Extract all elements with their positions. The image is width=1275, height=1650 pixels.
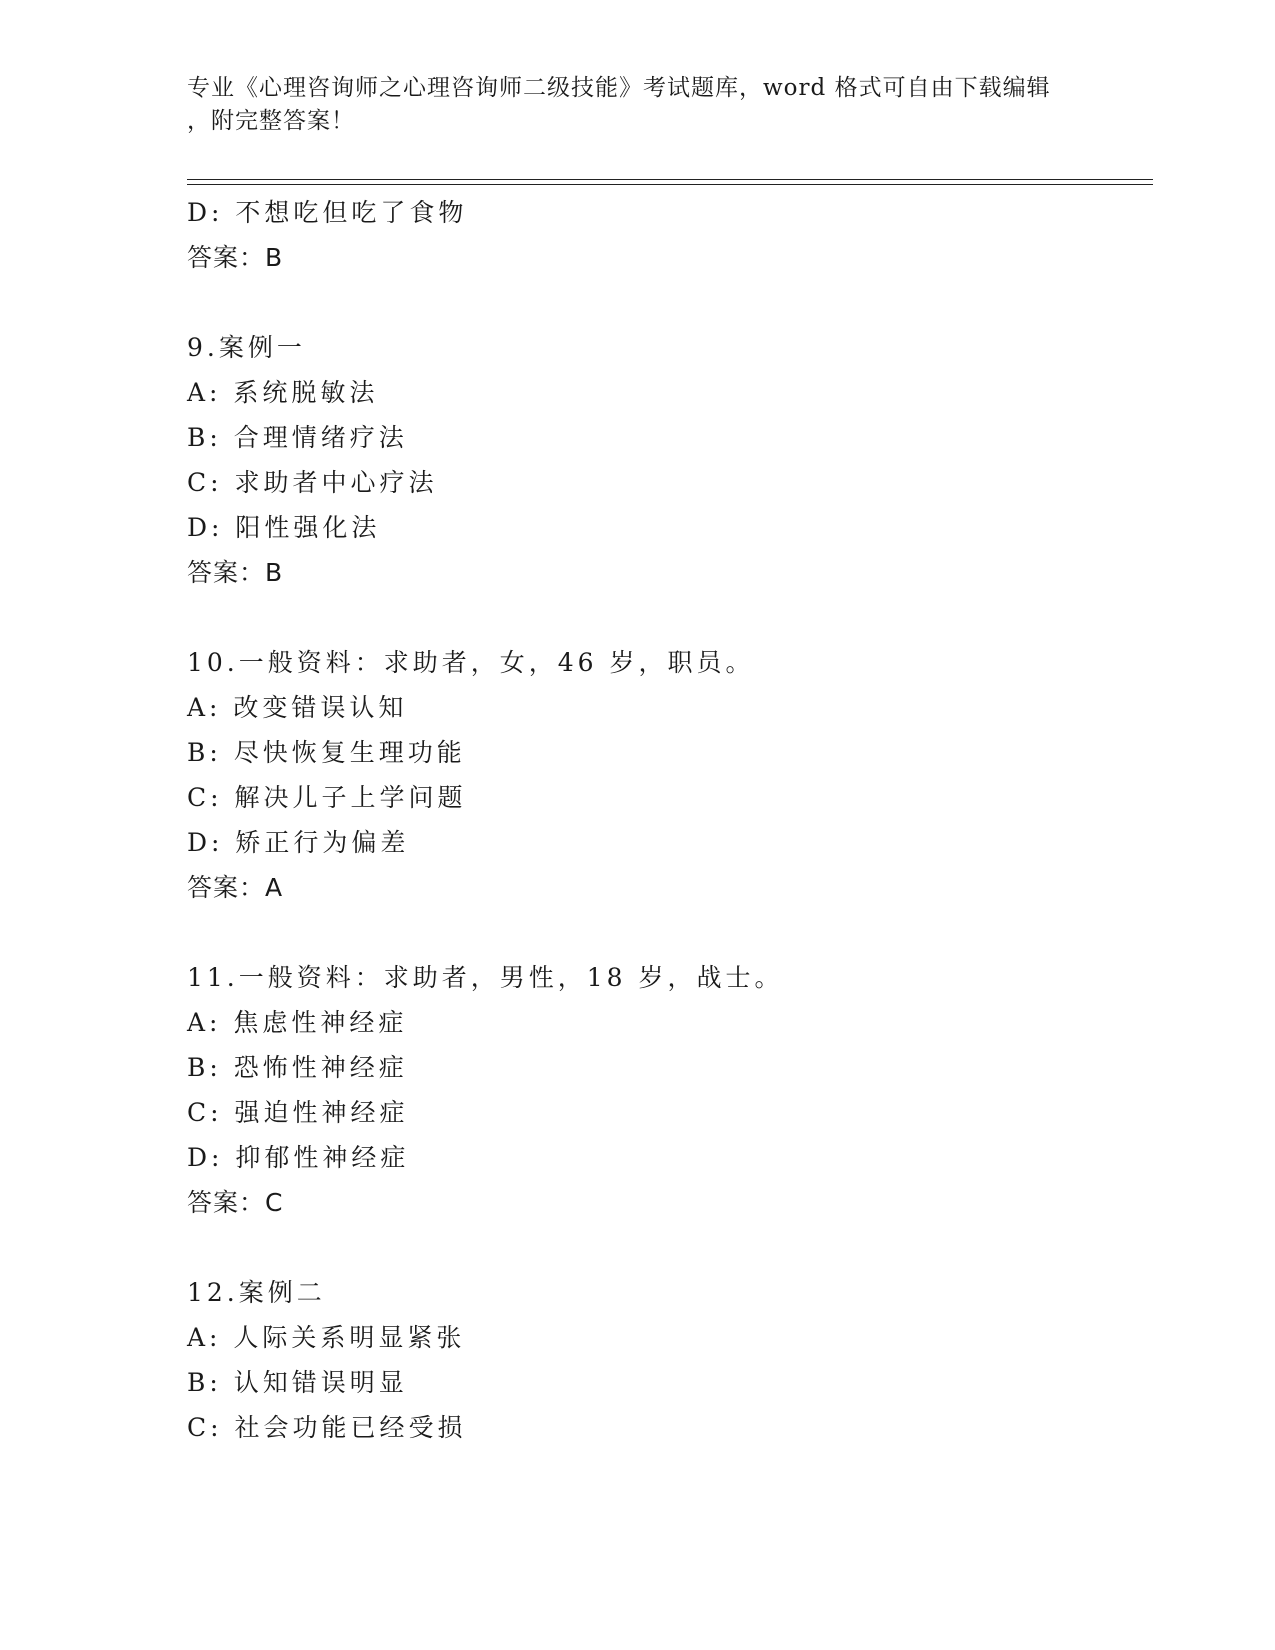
answer-line: 答案：A: [187, 873, 284, 902]
option-line: D: 矫正行为偏差: [187, 828, 410, 857]
question-title: 11.一般资料：求助者，男性，18 岁，战士。: [187, 963, 784, 992]
option-line: A: 焦虑性神经症: [187, 1008, 408, 1037]
option-line: D: 不想吃但吃了食物: [187, 198, 468, 227]
option-line: B: 认知错误明显: [187, 1368, 408, 1397]
option-line: B: 尽快恢复生理功能: [187, 738, 466, 767]
option-line: A: 系统脱敏法: [187, 378, 379, 407]
answer-line: 答案：B: [187, 243, 284, 272]
option-line: C: 求助者中心疗法: [187, 468, 438, 497]
option-line: A: 改变错误认知: [187, 693, 408, 722]
question-title: 9.案例一: [187, 333, 306, 362]
document-header: [187, 72, 1067, 138]
header-line-2: ，附完整答案！: [187, 108, 355, 134]
header-divider-top: [187, 179, 1153, 180]
option-line: B: 合理情绪疗法: [187, 423, 408, 452]
option-line: D: 阳性强化法: [187, 513, 381, 542]
option-line: C: 社会功能已经受损: [187, 1413, 467, 1442]
option-line: B: 恐怖性神经症: [187, 1053, 408, 1082]
option-line: A: 人际关系明显紧张: [187, 1323, 466, 1352]
question-title: 12.案例二: [187, 1278, 326, 1307]
header-divider-bottom: [187, 184, 1153, 185]
option-line: D: 抑郁性神经症: [187, 1143, 410, 1172]
option-line: C: 解决儿子上学问题: [187, 783, 467, 812]
question-title: 10.一般资料：求助者，女，46 岁，职员。: [187, 648, 755, 677]
header-line-1: 专业《心理咨询师之心理咨询师二级技能》考试题库，word 格式可自由下载编辑: [187, 75, 1051, 101]
option-line: C: 强迫性神经症: [187, 1098, 409, 1127]
answer-line: 答案：B: [187, 558, 284, 587]
answer-line: 答案：C: [187, 1188, 284, 1217]
